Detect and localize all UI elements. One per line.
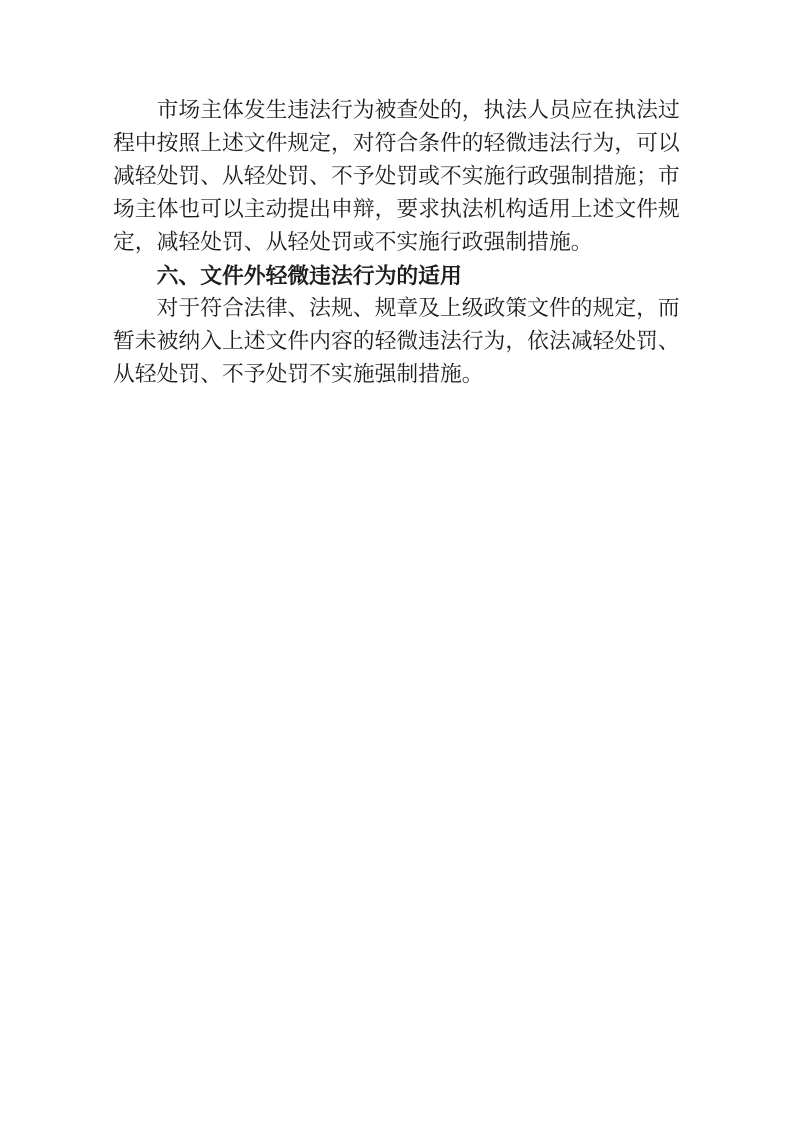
paragraph-enforcement-application — [113, 94, 681, 259]
paragraph-outside-documents — [113, 292, 681, 391]
text-line: 场主体也可以主动提出申辩，要求执法机构适用上述文件规 — [113, 197, 680, 221]
text-line: 市场主体发生违法行为被查处的，执法人员应在执法过 — [156, 98, 680, 122]
text-line: 定，减轻处罚、从轻处罚或不实施行政强制措施。 — [113, 230, 593, 254]
text-line: 对于符合法律、法规、规章及上级政策文件的规定，而 — [156, 296, 680, 320]
section-heading — [113, 259, 681, 292]
text-line: 从轻处罚、不予处罚不实施强制措施。 — [113, 362, 484, 386]
section-heading-text: 六、文件外轻微违法行为的适用 — [156, 263, 462, 288]
text-line: 暂未被纳入上述文件内容的轻微违法行为，依法减轻处罚、 — [113, 329, 680, 353]
text-line: 减轻处罚、从轻处罚、不予处罚或不实施行政强制措施；市 — [113, 164, 680, 188]
document-content — [113, 94, 681, 391]
text-line: 程中按照上述文件规定，对符合条件的轻微违法行为，可以 — [113, 131, 680, 155]
